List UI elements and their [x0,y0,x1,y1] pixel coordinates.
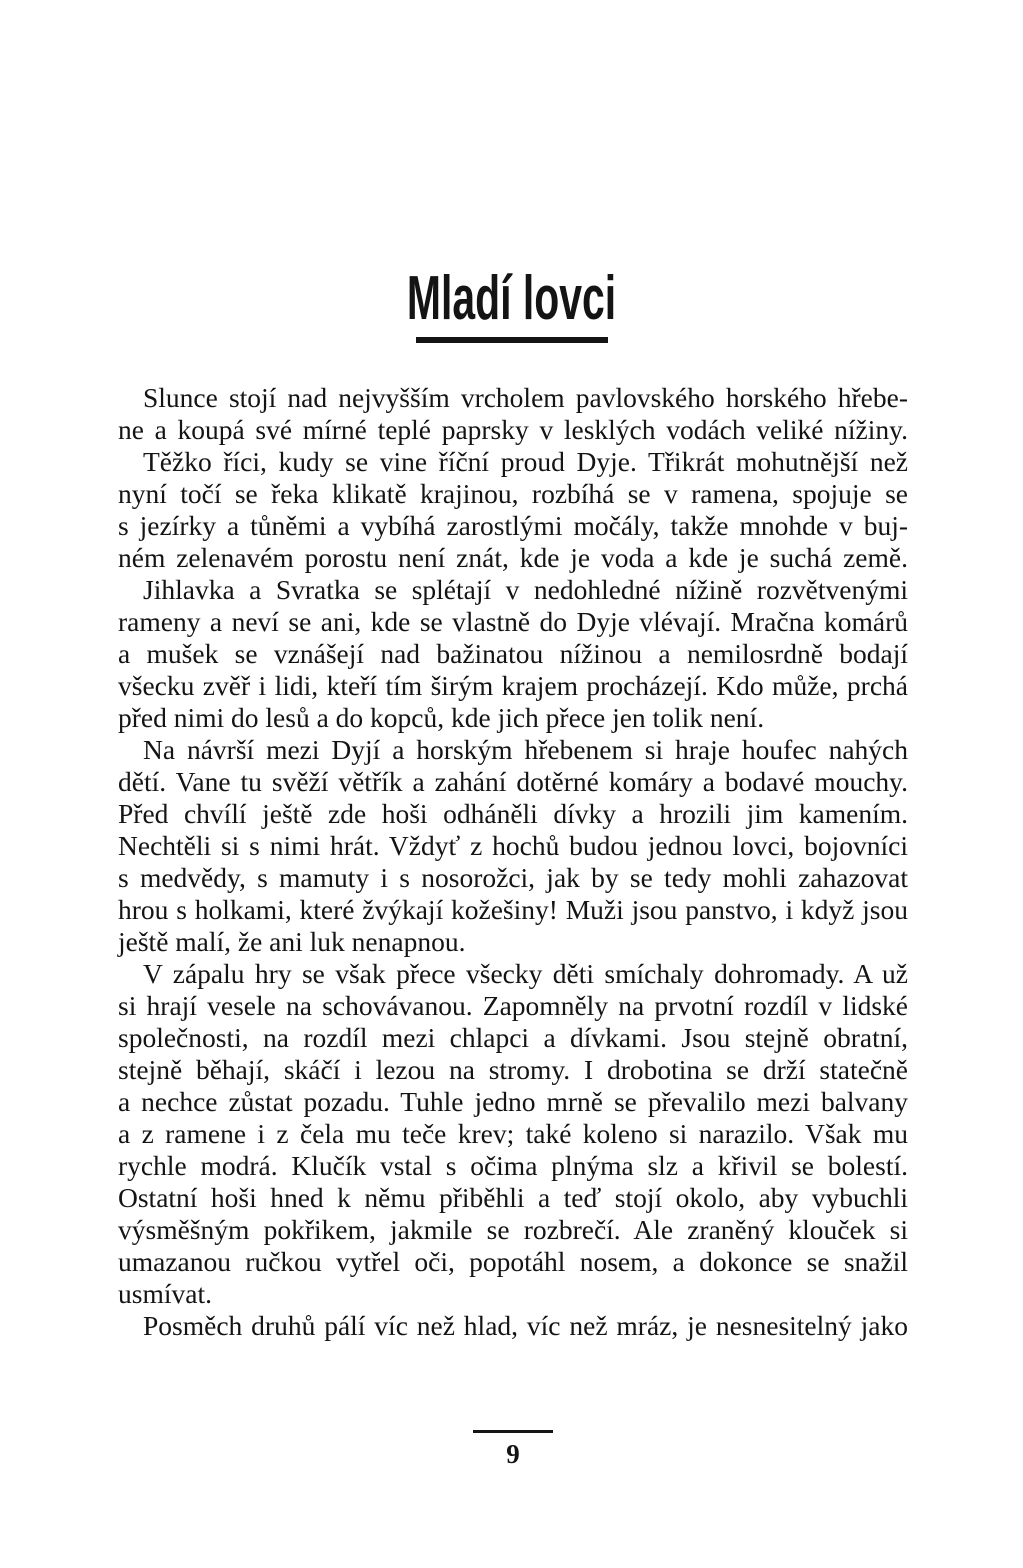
text-line: s medvědy, s mamuty i s nosorožci, jak by se tedy mohli zahazovat [118,862,908,893]
chapter-title: Mladí lovci [406,264,617,333]
text-line: Slunce stojí nad nejvyšším vrcholem pavlovského horského hřebe- [143,382,908,413]
text-line: ne a koupá své mírné teplé paprsky v lesklých vodách veliké nížiny. [118,414,908,445]
text-line: nyní točí se řeka klikatě krajinou, rozbíhá se v ramena, spojuje se [118,478,908,509]
title-underline-rule [416,337,608,343]
text-line: a mušek se vznášejí nad bažinatou nížinou a nemilosrdně bodají [118,638,908,669]
paragraph [118,574,908,734]
paragraph [118,734,908,958]
text-line: hrou s holkami, které žvýkají kožešiny! Muži jsou panstvo, i když jsou [118,894,908,925]
text-line: s jezírky a tůněmi a vybíhá zarostlými močály, takže mnohde v buj- [118,510,908,541]
chapter-heading [0,264,1023,343]
footer-rule [473,1430,553,1433]
paragraph [118,1310,908,1342]
page-number: 9 [506,1439,520,1469]
text-line: rychle modrá. Klučík vstal s očima plnýma slz a křivil se bolestí. [118,1150,908,1181]
text-line: rameny a neví se ani, kde se vlastně do Dyje vlévají. Mračna komárů [118,606,908,637]
text-line: všecku zvěř i lidi, kteří tím širým krajem procházejí. Kdo může, prchá [118,670,908,701]
text-line: před nimi do lesů a do kopců, kde jich přece jen tolik není. [118,702,765,733]
text-line: Nechtěli si s nimi hrát. Vždyť z hochů budou jednou lovci, bojovníci [118,830,908,861]
paragraph [118,382,908,446]
text-line: umazanou ručkou vytřel oči, popotáhl nosem, a dokonce se snažil [118,1246,908,1277]
text-line: ještě malí, že ani luk nenapnou. [118,926,466,957]
body-text [118,382,908,1342]
text-line: usmívat. [118,1278,212,1309]
text-line: ném zelenavém porostu není znát, kde je voda a kde je suchá země. [118,542,908,573]
text-line: dětí. Vane tu svěží větřík a zahání dotěrné komáry a bodavé mouchy. [118,766,908,797]
paragraph [118,446,908,574]
text-line: stejně běhají, skáčí i lezou na stromy. I drobotina se drží statečně [118,1054,908,1085]
text-line: V zápalu hry se však přece všecky děti smíchaly dohromady. A už [143,958,908,989]
text-line: společnosti, na rozdíl mezi chlapci a dívkami. Jsou stejně obratní, [118,1022,908,1053]
text-line: a nechce zůstat pozadu. Tuhle jedno mrně se převalilo mezi balvany [118,1086,908,1117]
paragraph [118,958,908,1310]
text-line: Na návrší mezi Dyjí a horským hřebenem si hraje houfec nahých [143,734,908,765]
text-line: si hrají vesele na schovávanou. Zapomněly na prvotní rozdíl v lidské [118,990,908,1021]
text-line: a z ramene i z čela mu teče krev; také koleno si narazilo. Však mu [118,1118,908,1149]
text-line: výsměšným pokřikem, jakmile se rozbrečí. Ale zraněný klouček si [118,1214,908,1245]
text-line: Před chvílí ještě zde hoši odháněli dívky a hrozili jim kamením. [118,798,908,829]
text-line: Posměch druhů pálí víc než hlad, víc než mráz, je nesnesitelný jako [143,1310,908,1341]
page-footer [118,1430,908,1469]
text-line: Těžko říci, kudy se vine říční proud Dyje. Třikrát mohutnější než [143,446,908,477]
text-line: Ostatní hoši hned k němu přiběhli a teď stojí okolo, aby vybuchli [118,1182,908,1213]
text-line: Jihlavka a Svratka se splétají v nedohledné nížině rozvětvenými [143,574,908,605]
